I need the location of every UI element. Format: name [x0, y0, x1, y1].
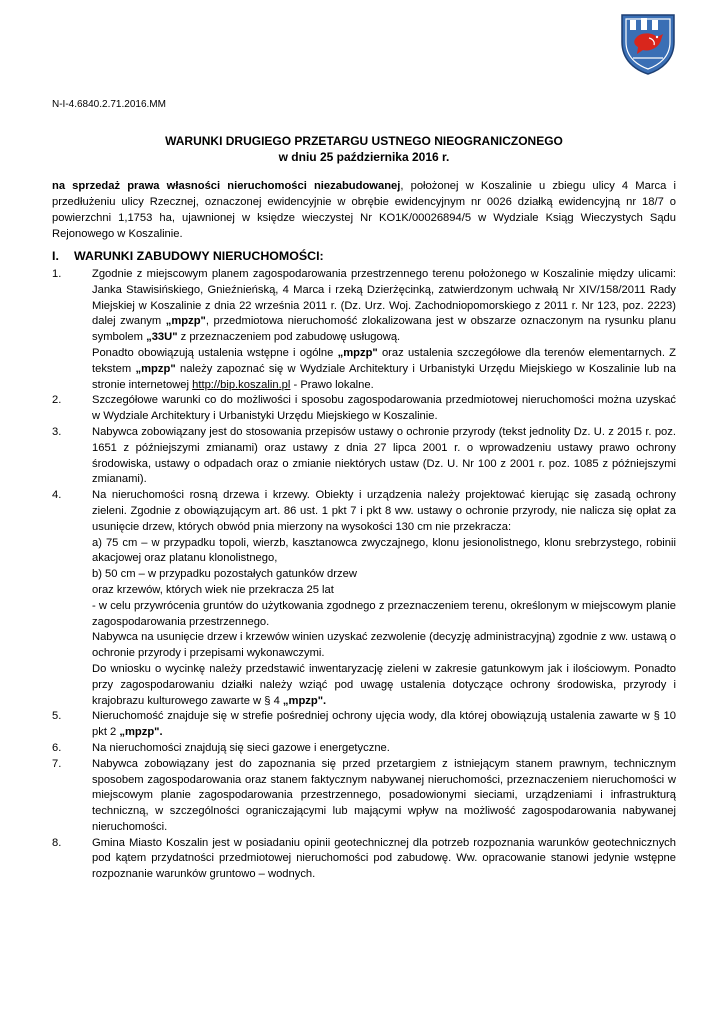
list-item — [52, 488, 676, 709]
section-number: I. — [52, 249, 59, 263]
mpzp-bold: „mpzp". — [119, 726, 163, 739]
item-number: 7. — [52, 757, 62, 770]
item-1-paragraph-2 — [92, 346, 676, 393]
koszalin-coat-of-arms-icon — [619, 12, 677, 76]
item-4-shrubs: oraz krzewów, których wiek nie przekracza 25 lat — [92, 583, 334, 596]
intro-bold-text: na sprzedaż prawa własności nieruchomości niezabudowanej — [52, 180, 401, 192]
mpzp-bold: „mpzp". — [282, 694, 327, 707]
item-4-point-b: b) 50 cm – w przypadku pozostałych gatunków drzew — [92, 568, 357, 581]
item-4-intro: Na nieruchomości rosną drzewa i krzewy. Obiekty i urządzenia należy projektować kierując się zasadą ochrony zieleni. Zgodnie z obowiązującym art. 86 ust. 1 pkt 7 i pkt 8 ww. ustawy o ochronie przyrody, nie nalicza się opłat za usunięcie drzew, których obwód pnia mierzony na wysokości 130 cm nie przekracza: — [92, 489, 676, 533]
list-item — [52, 709, 676, 741]
item-1-paragraph-1 — [92, 267, 676, 346]
list-item — [52, 393, 676, 425]
item-text: , przedmiotowa nieruchomość zlokalizowana jest w obszarze oznaczonym na rysunku planu symbolem — [92, 315, 676, 344]
item-4-point-a: a) 75 cm – w przypadku topoli, wierzb, kasztanowca zwyczajnego, klonu jesionolistnego, klonu srebrzystego, robinii akacjowej oraz platanu klonolistnego, — [92, 536, 676, 565]
mpzp-bold: „mpzp" — [135, 362, 176, 375]
item-text: Zgodnie z miejscowym planem zagospodarowania przestrzennego terenu położonego w Koszalinie między ulicami: Janka Stawisińskiego, Gnieźnieńską, 4 Marca i rzeką Dzierżęcinką, zatwierdzonym uchwałą Nr XIV/158/2011 Rady Miejskiej w Koszalinie z dnia 22 września 2011 r. (Dz. Urz. Woj. Zachodniopomorskiego z 2011 r. Nr 123, poz. 2223) dalej zwanym — [92, 268, 676, 328]
conditions-list — [52, 267, 676, 883]
item-text: Na nieruchomości znajdują się sieci gazowe i energetyczne. — [92, 741, 390, 754]
item-text: Nabywca zobowiązany jest do stosowania przepisów ustawy o ochronie przyrody (tekst jednolity Dz. U. z 2015 r. poz. 1651 z późniejszymi zmianami) oraz ustawy z dnia 27 lipca 2001 r. o wprowadzeniu ustawy prawo ochrony środowiska, ustawy o odpadach oraz o zmianie niektórych ustaw (Dz. U. Nr 100 z 2001 r. poz. 1085 z późniejszymi zmianami). — [92, 425, 676, 486]
item-text: Nieruchomość znajduje się w strefie pośredniej ochrony ujęcia wody, dla której obowiązują ustalenia zawarte w § 10 pkt 2 — [92, 710, 676, 739]
item-text: - Prawo lokalne. — [290, 378, 374, 391]
item-text: oraz ustalenia szczegółowe dla terenów elementarnych. Z tekstem — [92, 346, 677, 375]
title-line-1: WARUNKI DRUGIEGO PRZETARGU USTNEGO NIEOGRANICZONEGO — [165, 134, 563, 148]
item-number: 4. — [52, 489, 62, 502]
item-text-container — [92, 709, 676, 741]
item-text: należy zapoznać się w Wydziale Architektury i Urbanistyki Urzędu Miejskiego w Koszalinie lub na stronie internetowej — [92, 362, 676, 391]
symbol-33u-bold: „33U" — [146, 331, 178, 344]
item-number: 2. — [52, 394, 62, 407]
bip-koszalin-link[interactable]: http://bip.koszalin.pl — [192, 378, 291, 391]
list-item — [52, 267, 676, 393]
item-4-inventory — [92, 662, 676, 709]
mpzp-bold: „mpzp" — [165, 315, 206, 328]
section-heading — [52, 249, 324, 263]
mpzp-bold: „mpzp" — [337, 346, 378, 359]
item-text: Szczegółowe warunki co do możliwości i sposobu zagospodarowania przedmiotowej nieruchomości można uzyskać w Wydziale Architektury i Urbanistyki Urzędu Miejskiego w Koszalinie. — [92, 394, 676, 423]
intro-paragraph — [52, 178, 676, 242]
item-number: 3. — [52, 425, 62, 438]
document-reference-number: N-I-4.6840.2.71.2016.MM — [52, 99, 166, 110]
document-title — [52, 133, 676, 165]
item-4-permit: Nabywca na usunięcie drzew i krzewów winien uzyskać zezwolenie (decyzję administracyjną) zgodnie z ww. ustawą o ochronie przyrody i przepisami wykonawczymi. — [92, 631, 676, 660]
item-number: 8. — [52, 836, 62, 849]
item-text: Gmina Miasto Koszalin jest w posiadaniu opinii geotechnicznej dla potrzeb rozpoznania warunków geotechnicznych pod kątem przydatności przedmiotowej nieruchomości pod zabudowę. Ww. opracowanie stanowi jedynie wstępne rozpoznanie warunków gruntowo – wodnych. — [92, 836, 676, 881]
item-number: 1. — [52, 268, 62, 280]
item-number: 6. — [52, 741, 62, 754]
title-line-2: w dniu 25 października 2016 r. — [278, 150, 450, 164]
item-text: z przeznaczeniem pod zabudowę usługową. — [177, 331, 401, 344]
list-item — [52, 741, 676, 757]
item-number: 5. — [52, 710, 62, 723]
section-heading-text: WARUNKI ZABUDOWY NIERUCHOMOŚCI: — [74, 249, 324, 263]
intro-text: , położonej w Koszalinie u zbiegu ulicy 4 Marca i przedłużeniu ulicy Rzecznej, oznaczonej ewidencyjnie w obrębie ewidencyjnym nr 0026 działką ewidencyjną nr 18/7 o powierzchni 1,1753 ha, ujawnionej w księdze wieczystej Nr KO1K/00026894/5 w Wydziale Ksiąg Wieczystych Sądu Rejonowego w Koszalinie. — [52, 180, 676, 240]
list-item — [52, 757, 676, 836]
list-item — [52, 836, 676, 883]
item-text: Nabywca zobowiązany jest do zapoznania się przed przetargiem z istniejącym stanem prawnym, technicznym sposobem zagospodarowania oraz stanem faktycznym nabywanej nieruchomości, przeznaczeniem nieruchomości w miejscowym planie zagospodarowania przestrzennego, posadowionymi sieciami, urządzeniami i infrastrukturą techniczną, w szczególności ograniczającymi lub mającymi wpływ na możliwość zagospodarowania nabywanej nieruchomości. — [92, 757, 676, 833]
item-text: Do wniosku o wycinkę należy przedstawić inwentaryzację zieleni w zakresie gatunkowym jak i ilościowym. Ponadto przy zagospodarowaniu działki należy wziąć pod uwagę ustalenia dotyczące ochrony środowiska, przyrody i krajobrazu kulturowego zawarte w § 4 — [92, 662, 676, 707]
list-item — [52, 425, 676, 488]
item-4-purpose: - w celu przywrócenia gruntów do użytkowania zgodnego z przeznaczeniem terenu, określonym w miejscowym planie zagospodarowania przestrzennego. — [92, 599, 676, 628]
item-text: Ponadto obowiązują ustalenia wstępne i ogólne — [92, 346, 338, 359]
